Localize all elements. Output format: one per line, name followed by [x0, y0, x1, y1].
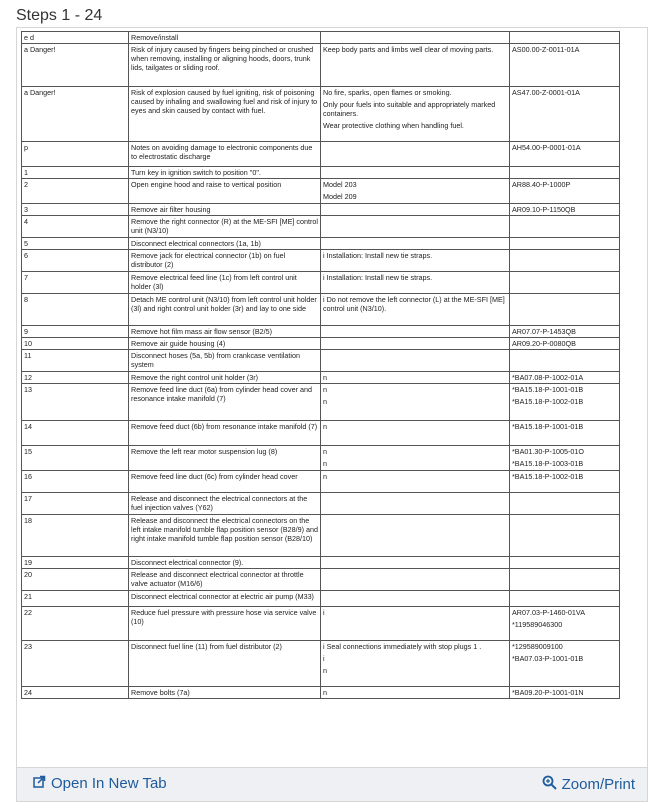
table-row — [22, 372, 620, 384]
table-cell: Remove feed line duct (6c) from cylinder head cover — [129, 471, 321, 493]
table-row — [22, 687, 620, 699]
steps-table — [21, 31, 620, 699]
table-row — [22, 204, 620, 216]
table-cell — [321, 515, 510, 557]
table-cell — [321, 338, 510, 350]
external-link-icon — [33, 775, 46, 792]
cell-line: n — [323, 373, 327, 382]
table-row — [22, 250, 620, 272]
table-cell — [321, 471, 510, 493]
table-cell — [321, 591, 510, 607]
table-row — [22, 493, 620, 515]
table-cell: 18 — [22, 515, 129, 557]
table-cell: 3 — [22, 204, 129, 216]
table-cell — [321, 238, 510, 250]
table-cell — [510, 238, 620, 250]
table-cell: 5 — [22, 238, 129, 250]
table-cell — [321, 350, 510, 372]
table-cell: Remove electrical feed line (1c) from left control unit holder (3l) — [129, 272, 321, 294]
page-title: Steps 1 - 24 — [16, 7, 103, 24]
table-cell: Release and disconnect the electrical connectors on the left intake manifold tumble flap position sensor (B28/9) and right intake manifold tumble flap position sensor (B28/10) — [129, 515, 321, 557]
cell-line: *BA15.18-P-1001-01B — [512, 422, 584, 431]
table-cell: Disconnect electrical connector (9). — [129, 557, 321, 569]
table-cell — [321, 87, 510, 142]
cell-line: AR09.20-P-0080QB — [512, 339, 576, 348]
table-cell: 23 — [22, 641, 129, 687]
table-row — [22, 294, 620, 326]
cell-line: i Installation: Install new tie straps. — [323, 251, 433, 260]
table-row — [22, 87, 620, 142]
table-cell — [510, 641, 620, 687]
table-row — [22, 350, 620, 372]
table-cell — [321, 493, 510, 515]
cell-line: AR07.07-P-1453QB — [512, 327, 576, 336]
table-row — [22, 167, 620, 179]
table-cell: 6 — [22, 250, 129, 272]
table-cell: Disconnect hoses (5a, 5b) from crankcase ventilation system — [129, 350, 321, 372]
open-in-new-tab-link[interactable] — [33, 775, 167, 792]
table-cell — [321, 250, 510, 272]
magnifier-icon — [542, 775, 557, 794]
table-cell — [510, 44, 620, 87]
table-cell — [510, 591, 620, 607]
table-cell: 4 — [22, 216, 129, 238]
cell-line: i Do not remove the left connector (L) at the ME-SFI [ME] control unit (N3/10). — [323, 295, 505, 313]
table-cell: Remove air filter housing — [129, 204, 321, 216]
table-row — [22, 446, 620, 471]
table-cell: 8 — [22, 294, 129, 326]
document-viewer[interactable] — [16, 27, 648, 768]
table-cell: 21 — [22, 591, 129, 607]
cell-line: *BA09.20-P-1001-01N — [512, 688, 584, 697]
table-cell — [510, 607, 620, 641]
table-cell — [510, 142, 620, 167]
table-cell — [510, 350, 620, 372]
cell-line: Wear protective clothing when handling fuel. — [323, 121, 464, 130]
table-cell: a Danger! — [22, 87, 129, 142]
table-cell: 1 — [22, 167, 129, 179]
table-cell — [321, 372, 510, 384]
table-cell: Release and disconnect the electrical connectors at the fuel injection valves (Y62) — [129, 493, 321, 515]
cell-line: n — [323, 666, 327, 675]
table-cell: p — [22, 142, 129, 167]
table-cell — [510, 557, 620, 569]
table-cell — [321, 687, 510, 699]
cell-line: i — [323, 608, 325, 617]
cell-line: n — [323, 459, 327, 468]
table-cell — [321, 204, 510, 216]
table-cell — [510, 515, 620, 557]
table-cell — [510, 87, 620, 142]
table-cell — [510, 471, 620, 493]
cell-line: *BA15.18-P-1002-01B — [512, 472, 584, 481]
page-header — [0, 0, 656, 28]
table-row — [22, 238, 620, 250]
table-row — [22, 216, 620, 238]
table-row — [22, 326, 620, 338]
cell-line: Keep body parts and limbs well clear of moving parts. — [323, 45, 494, 54]
table-cell — [321, 421, 510, 446]
cell-line: Only pour fuels into suitable and appropriately marked containers. — [323, 100, 496, 118]
zoom-print-label: Zoom/Print — [561, 776, 635, 793]
cell-line: n — [323, 688, 327, 697]
table-cell — [321, 607, 510, 641]
table-cell — [510, 569, 620, 591]
table-row — [22, 179, 620, 204]
table-cell — [321, 326, 510, 338]
table-cell: 22 — [22, 607, 129, 641]
table-header-row — [22, 32, 620, 44]
cell-line: n — [323, 397, 327, 406]
table-cell — [321, 44, 510, 87]
table-cell — [321, 384, 510, 421]
cell-line: i Seal connections immediately with stop plugs 1 . — [323, 642, 482, 651]
cell-line: i Installation: Install new tie straps. — [323, 273, 433, 282]
table-cell: 14 — [22, 421, 129, 446]
cell-line: *119589046300 — [512, 620, 563, 629]
table-cell — [510, 294, 620, 326]
cell-line: *BA15.18-P-1002-01B — [512, 397, 584, 406]
table-cell — [321, 142, 510, 167]
zoom-print-link[interactable] — [542, 775, 635, 794]
cell-line: *BA15.18-P-1001-01B — [512, 385, 584, 394]
cell-line: i — [323, 654, 325, 663]
table-cell: 16 — [22, 471, 129, 493]
table-cell: 15 — [22, 446, 129, 471]
cell-line: AR88.40-P-1000P — [512, 180, 571, 189]
table-cell — [510, 446, 620, 471]
table-cell — [510, 338, 620, 350]
table-cell: Reduce fuel pressure with pressure hose via service valve (10) — [129, 607, 321, 641]
table-cell — [510, 179, 620, 204]
cell-line: n — [323, 447, 327, 456]
table-row — [22, 591, 620, 607]
viewer-footer — [16, 768, 648, 802]
table-row — [22, 44, 620, 87]
table-cell: 9 — [22, 326, 129, 338]
cell-line: *129589009100 — [512, 642, 563, 651]
table-cell — [321, 32, 510, 44]
table-cell: Risk of injury caused by fingers being pinched or crushed when removing, installing or aligning hoods, doors, trunk lids, tailgates or sliding roof. — [129, 44, 321, 87]
table-cell — [321, 272, 510, 294]
table-row — [22, 557, 620, 569]
cell-line: Model 209 — [323, 192, 357, 201]
table-cell: Remove the right control unit holder (3r) — [129, 372, 321, 384]
table-cell — [510, 216, 620, 238]
table-cell — [510, 272, 620, 294]
table-cell: 19 — [22, 557, 129, 569]
table-row — [22, 641, 620, 687]
table-cell — [510, 384, 620, 421]
table-cell: Disconnect fuel line (11) from fuel distributor (2) — [129, 641, 321, 687]
table-row — [22, 338, 620, 350]
table-cell: Remove the left rear motor suspension lug (8) — [129, 446, 321, 471]
table-cell: 10 — [22, 338, 129, 350]
table-cell — [321, 557, 510, 569]
cell-line: No fire, sparks, open flames or smoking. — [323, 88, 452, 97]
table-cell: e d — [22, 32, 129, 44]
table-cell — [321, 216, 510, 238]
table-cell — [510, 687, 620, 699]
cell-line: AS00.00-Z-0011-01A — [512, 45, 580, 54]
table-cell: 12 — [22, 372, 129, 384]
cell-line: *BA07.08-P-1002-01A — [512, 373, 584, 382]
table-cell: Remove jack for electrical connector (1b) on fuel distributor (2) — [129, 250, 321, 272]
table-cell — [510, 326, 620, 338]
table-cell — [510, 167, 620, 179]
table-cell — [510, 250, 620, 272]
cell-line: n — [323, 472, 327, 481]
table-row — [22, 607, 620, 641]
table-cell: Remove/install — [129, 32, 321, 44]
cell-line: AH54.00-P-0001-01A — [512, 143, 581, 152]
table-cell: Notes on avoiding damage to electronic components due to electrostatic discharge — [129, 142, 321, 167]
cell-line: n — [323, 385, 327, 394]
table-cell: Remove feed line duct (6a) from cylinder head cover and resonance intake manifold (7) — [129, 384, 321, 421]
table-row — [22, 272, 620, 294]
table-cell: Disconnect electrical connectors (1a, 1b) — [129, 238, 321, 250]
table-cell: Detach ME control unit (N3/10) from left control unit holder (3l) and right control unit holder (3r) and lay to one side — [129, 294, 321, 326]
table-cell: 24 — [22, 687, 129, 699]
table-row — [22, 471, 620, 493]
cell-line: *BA07.03-P-1001-01B — [512, 654, 584, 663]
table-cell: 2 — [22, 179, 129, 204]
cell-line: Model 203 — [323, 180, 357, 189]
table-cell — [321, 179, 510, 204]
table-cell — [321, 446, 510, 471]
table-cell: Release and disconnect electrical connector at throttle valve actuator (M16/6) — [129, 569, 321, 591]
table-cell: 13 — [22, 384, 129, 421]
cell-line: n — [323, 422, 327, 431]
cell-line: AR07.03-P-1460-01VA — [512, 608, 585, 617]
table-row — [22, 569, 620, 591]
table-cell: Turn key in ignition switch to position "0". — [129, 167, 321, 179]
table-cell: 20 — [22, 569, 129, 591]
table-cell — [321, 569, 510, 591]
table-row — [22, 142, 620, 167]
table-cell: Remove bolts (7a) — [129, 687, 321, 699]
open-in-new-tab-label: Open In New Tab — [51, 775, 167, 792]
table-cell: Remove the right connector (R) at the ME-SFI [ME] control unit (N3/10) — [129, 216, 321, 238]
table-cell: Remove feed duct (6b) from resonance intake manifold (7) — [129, 421, 321, 446]
table-cell — [510, 204, 620, 216]
table-cell: Disconnect electrical connector at electric air pump (M33) — [129, 591, 321, 607]
document-page — [21, 31, 620, 699]
table-cell — [321, 294, 510, 326]
cell-line: AS47.00-Z-0001-01A — [512, 88, 580, 97]
table-cell: a Danger! — [22, 44, 129, 87]
cell-line: *BA01.30-P-1005-01O — [512, 447, 584, 456]
table-cell: 7 — [22, 272, 129, 294]
table-row — [22, 421, 620, 446]
table-cell — [321, 641, 510, 687]
table-cell — [321, 167, 510, 179]
table-cell: Remove hot film mass air flow sensor (B2/5) — [129, 326, 321, 338]
table-cell: 17 — [22, 493, 129, 515]
table-row — [22, 384, 620, 421]
cell-line: *BA15.18-P-1003-01B — [512, 459, 584, 468]
table-cell: Open engine hood and raise to vertical position — [129, 179, 321, 204]
table-cell: Remove air guide housing (4) — [129, 338, 321, 350]
table-row — [22, 515, 620, 557]
table-cell — [510, 421, 620, 446]
table-cell — [510, 372, 620, 384]
table-cell: 11 — [22, 350, 129, 372]
table-cell: Risk of explosion caused by fuel igniting, risk of poisoning caused by inhaling and swallowing fuel and risk of injury to eyes and skin caused by contact with fuel. — [129, 87, 321, 142]
table-cell — [510, 32, 620, 44]
table-cell — [510, 493, 620, 515]
cell-line: AR09.10-P-1150QB — [512, 205, 576, 214]
